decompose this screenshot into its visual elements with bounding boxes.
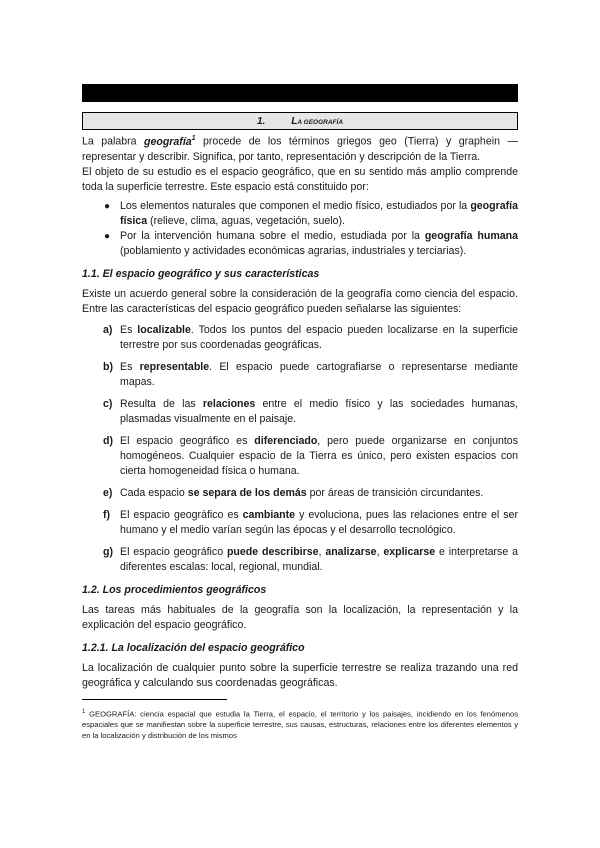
list-item: f) El espacio geográfico es cambiante y evoluciona, pues las relaciones entre el ser humano y el medio varían según las épocas y el desarrollo tecnológico. (103, 508, 518, 536)
chapter-number: 1. (256, 115, 266, 127)
characteristics-list (82, 323, 518, 575)
list-item: a) Es localizable. Todos los puntos del espacio pueden localizarse en la superficie terrestre por sus coordenadas geográficas. (103, 323, 518, 351)
footnote: $^1$ GEOGRAFÍA: ciencia espacial que estudia la Tierra, el espacio, el territorio y los paisajes, incidiendo en los fenómenos espaciales que se manifiestan sobre la superficie terrestre, sus causas, estructuras, relaciones entre los diferentes elementos y en la localización y distribución de los mismos (82, 708, 518, 741)
section-paragraph: Las tareas más habituales de la geografía son la localización, la representación y la explicación del espacio geográfico. (82, 603, 518, 631)
list-item: g) El espacio geográfico puede describirse, analizarse, explicarse e interpretarse a diferentes escalas: local, regional, mundial. (103, 545, 518, 573)
subsection-heading: 1.2.1. La localización del espacio geográfico (82, 641, 305, 654)
chapter-title: LA GEOGRAFÍA (291, 115, 344, 127)
footnote-divider (82, 699, 227, 700)
list-item: c) Resulta de las relaciones entre el medio físico y las sociedades humanas, plasmadas visualmente en el paisaje. (103, 397, 518, 425)
subsection-paragraph: La localización de cualquier punto sobre la superficie terrestre se realiza trazando una red geográfica y calculando sus coordenadas geográficas. (82, 661, 518, 689)
list-item: ● Los elementos naturales que componen el medio físico, estudiados por la geografía física (relieve, clima, aguas, vegetación, suelo). (104, 199, 518, 227)
list-item: d) El espacio geográfico es diferenciado, pero puede organizarse en conjuntos homogéneos. Cualquier espacio de la Tierra es único, pero existen espacios con cierta homogeneidad física o humana. (103, 434, 519, 477)
section-heading: 1.2. Los procedimientos geográficos (82, 583, 267, 596)
header-bar (82, 84, 518, 102)
intro-paragraph-2: El objeto de su estudio es el espacio geográfico, que en su sentido más amplio comprende toda la superficie terrestre. Este espacio está constituido por: (82, 165, 518, 193)
bullet-icon: ● (104, 230, 111, 242)
section-heading: 1.1. El espacio geográfico y sus características (82, 267, 320, 280)
chapter-heading (82, 112, 518, 130)
bullet-icon: ● (104, 200, 111, 212)
document-page (82, 84, 518, 749)
bullet-list (82, 199, 518, 259)
list-item: ● Por la intervención humana sobre el medio, estudiada por la geografía humana (poblamiento y actividades económicas agrarias, industriales y terciarias). (104, 229, 518, 257)
intro-paragraph-1: La palabra geografía$^1$ procede de los términos griegos geo (Tierra) y graphein —representar y describir. Significa, por tanto, representación y descripción de la Tierra. (82, 135, 518, 163)
section-intro: Existe un acuerdo general sobre la consideración de la geografía como ciencia del espacio. Entre las características del espacio geográfico pueden señalarse las siguientes: (82, 287, 518, 315)
list-item: e) Cada espacio se separa de los demás por áreas de transición circundantes. (103, 486, 484, 499)
list-item: b) Es representable. El espacio puede cartografiarse o representarse mediante mapas. (103, 360, 518, 388)
